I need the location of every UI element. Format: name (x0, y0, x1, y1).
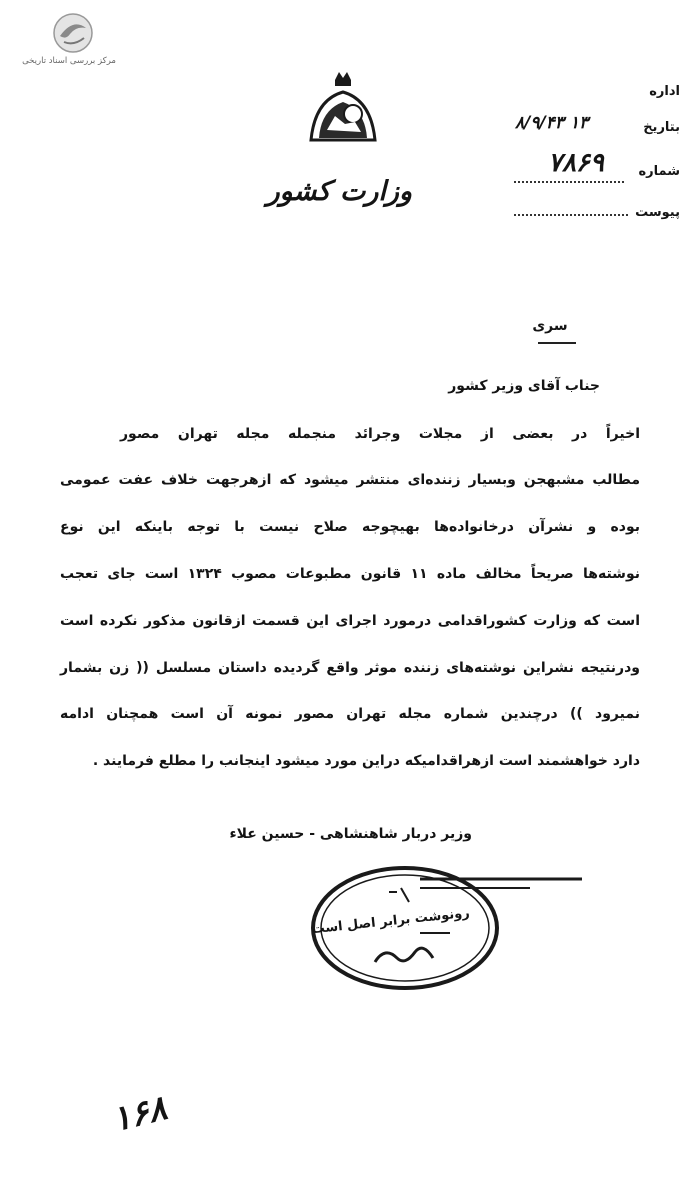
body-line: ودرنتیجه نشراین نوشته‌های زننده موثر واقع گردیده داستان مسلسل (( زن بشمار (60, 660, 640, 676)
date-value: ۸/۹/۴۳ ۱۳ (515, 113, 589, 133)
ministry-name: وزارت کشور (266, 176, 412, 207)
department-label: اداره (649, 84, 680, 99)
date-label: بتاریخ (643, 120, 680, 135)
stamp-text: رونوشت برابر اصل است (310, 905, 471, 938)
signature-line: وزیر دربار شاهنشاهی - حسین علاء (229, 826, 472, 842)
body-line: بوده و نشرآن درخانواده‌ها بهیچوجه صلاح نیست با توجه باینکه این نوع (60, 519, 640, 535)
body-line: است که وزارت کشوراقدامی درمورد اجرای این قسمت ازقانون مذکور نکرده است (60, 613, 640, 629)
archive-watermark (14, 12, 124, 68)
number-field (638, 164, 680, 179)
number-label: شماره (638, 164, 680, 179)
body-line: نوشته‌ها صریحاً مخالف ماده ۱۱ قانون مطبوعات مصوب ۱۳۲۴ است جای تعجب (60, 566, 640, 582)
department-field (649, 84, 680, 99)
stamp-lines (420, 876, 582, 936)
number-underline (514, 181, 624, 183)
number-value: ۷۸۶۹ (548, 148, 604, 178)
body-line: مطالب مشبهجن وبسیار زننده‌ای منتشر میشود که ازهرجهت خلاف عفت عمومی (60, 472, 640, 488)
body-line: اخیراً در بعضی از مجلات وجرائد منجمله مجله تهران مصور (120, 426, 640, 442)
body-line: نمیرود )) درچندین شماره مجله تهران مصور نمونه آن است همچنان ادامه (60, 706, 640, 722)
handwritten-page-number: ۱۶۸ (107, 1087, 171, 1141)
lion-and-sun-emblem-icon (305, 70, 381, 148)
addressee-line: جناب آقای وزیر کشور (448, 378, 600, 394)
classification-label: سری (532, 318, 568, 334)
archive-logo-icon (52, 12, 94, 54)
body-line: دارد خواهشمند است ازهراقدامیکه دراین مورد میشود اینجانب را مطلع فرمایند . (92, 753, 640, 769)
attachment-field (635, 205, 680, 220)
attachment-label: پیوست (635, 205, 680, 220)
date-field (643, 120, 680, 135)
attachment-underline (514, 214, 628, 216)
watermark-text: مرکز بررسی اسناد تاریخی (22, 56, 116, 66)
classification-underline (538, 342, 576, 344)
